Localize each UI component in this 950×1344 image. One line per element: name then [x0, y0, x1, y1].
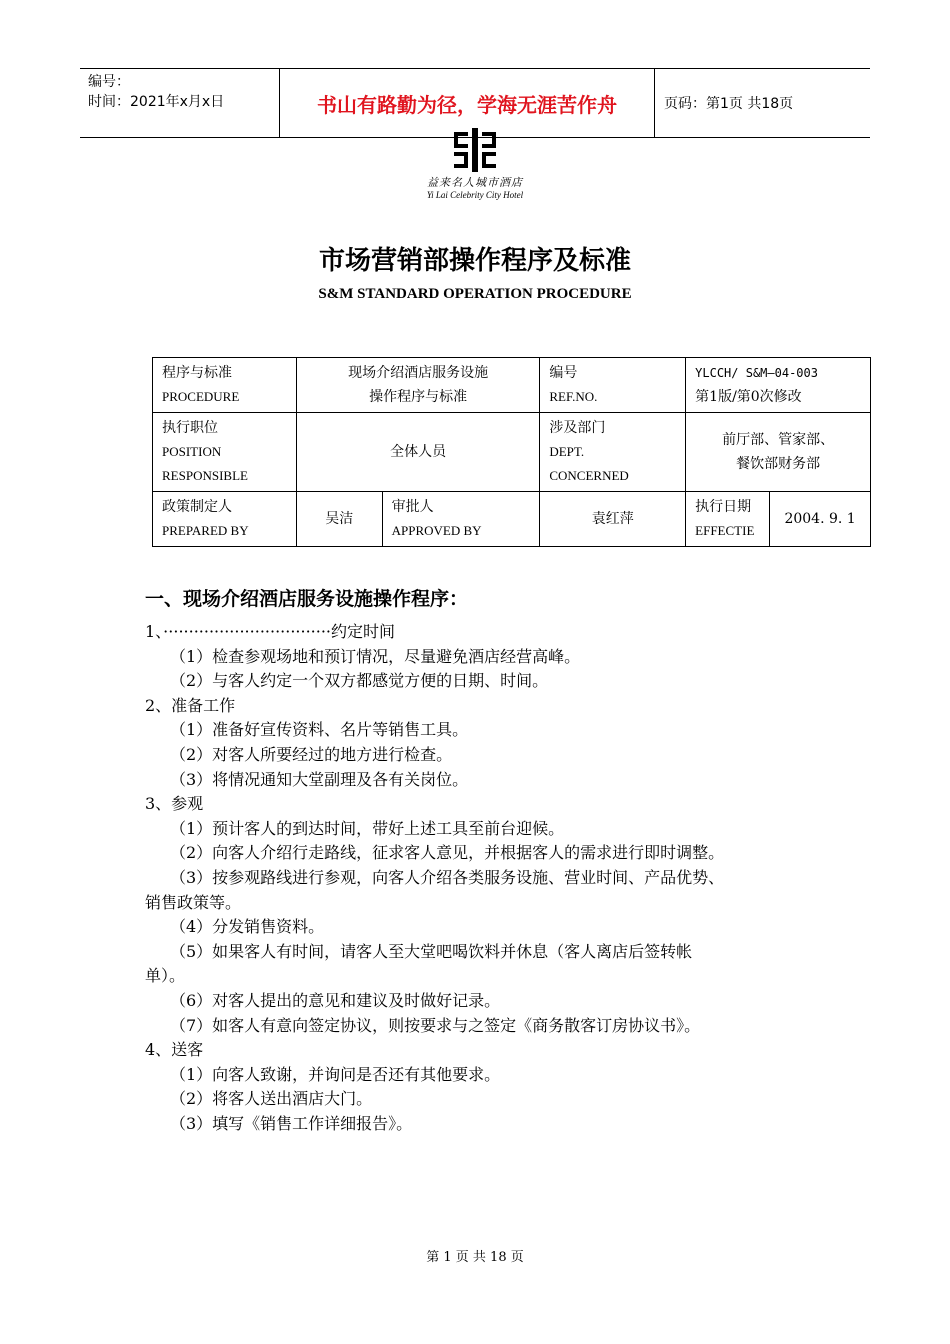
- step-line: （2）对客人所要经过的地方进行检查。: [170, 744, 453, 764]
- step-line: （3）填写《销售工作详细报告》。: [170, 1113, 413, 1133]
- step-line: （3）按参观路线进行参观，向客人介绍各类服务设施、营业时间、产品优势、: [170, 867, 725, 887]
- table-row: [153, 492, 871, 547]
- page-footer: 第 1 页 共 18 页: [426, 1250, 524, 1265]
- step-line: （1）检查参观场地和预订情况，尽量避免酒店经营高峰。: [170, 646, 581, 666]
- table-row: [153, 413, 871, 492]
- step-line: （2）将客人送出酒店大门。: [170, 1089, 373, 1109]
- dept-value-cell: 前厅部、管家部、 餐饮部财务部: [686, 413, 871, 492]
- prepared-label-cell: 政策制定人 PREPARED BY: [153, 492, 297, 547]
- document-title: 市场营销部操作程序及标准: [318, 246, 631, 276]
- step-line: （1）准备好宣传资料、名片等销售工具。: [170, 720, 469, 740]
- step-line: （4）分发销售资料。: [170, 917, 325, 937]
- position-value-cell: 全体人员: [296, 413, 540, 492]
- step-line: （2）与客人约定一个双方都感觉方便的日期、时间。: [170, 671, 549, 691]
- header-meta: [80, 69, 280, 137]
- procedure-steps: [145, 620, 865, 1136]
- header-page-info: 页码：第1页 共18页: [664, 96, 794, 112]
- effect-label-cell: 执行日期 EFFECTIE: [686, 492, 770, 547]
- position-label-cell: 执行职位 POSITION RESPONSIBLE: [153, 413, 297, 492]
- step-line: 销售政策等。: [145, 892, 242, 912]
- approved-value-cell: 袁红萍: [540, 492, 686, 547]
- section-title: 一、现场介绍酒店服务设施操作程序：: [145, 588, 469, 610]
- effect-value-cell: 2004. 9. 1: [770, 492, 871, 547]
- step-line: （2）向客人介绍行走路线，征求客人意见，并根据客人的需求进行即时调整。: [170, 843, 725, 863]
- step-line: 单）。: [145, 966, 186, 986]
- step-line: 4、送客: [145, 1040, 204, 1060]
- logo-chinese-name: 益来名人城市酒店: [427, 176, 523, 189]
- step-line: （7）如客人有意向签定协议，则按要求与之签定《商务散客订房协议书》。: [170, 1015, 701, 1035]
- header-motto: 书山有路勤为径，学海无涯苦作舟: [280, 69, 655, 137]
- step-line: （5）如果客人有时间，请客人至大堂吧喝饮料并休息（客人离店后签转帐: [170, 941, 693, 961]
- step-line: （1）预计客人的到达时间，带好上述工具至前台迎候。: [170, 818, 565, 838]
- approved-label-cell: 审批人 APPROVED BY: [382, 492, 540, 547]
- step-line: 1、·································约定时间: [145, 622, 396, 641]
- step-line: （1）向客人致谢，并询问是否还有其他要求。: [170, 1064, 501, 1084]
- procedure-label-cell: 程序与标准 PROCEDURE: [153, 358, 297, 413]
- ref-value-cell: YLCCH/ S&M—04-003 第1版/第0次修改: [686, 358, 871, 413]
- ref-label-cell: 编号 REF.NO.: [540, 358, 686, 413]
- step-line: （3）将情况通知大堂副理及各有关岗位。: [170, 769, 469, 789]
- code-label: 编号：: [88, 74, 130, 90]
- step-line: （6）对客人提出的意见和建议及时做好记录。: [170, 990, 501, 1010]
- step-line: 3、参观: [145, 794, 204, 814]
- table-row: [153, 358, 871, 413]
- date-line: 时间：2021年x月x日: [88, 94, 225, 110]
- logo-english-name: Yi Lai Celebrity City Hotel: [426, 190, 524, 200]
- prepared-value-cell: 吴洁: [296, 492, 382, 547]
- procedure-value-cell: 现场介绍酒店服务设施 操作程序与标准: [296, 358, 540, 413]
- dept-label-cell: 涉及部门 DEPT. CONCERNED: [540, 413, 686, 492]
- step-line: 2、准备工作: [145, 695, 236, 715]
- hotel-logo: [420, 128, 530, 210]
- procedure-info-table: [152, 357, 871, 547]
- document-subtitle: S&M STANDARD OPERATION PROCEDURE: [318, 286, 632, 302]
- hotel-emblem-icon: [452, 128, 498, 172]
